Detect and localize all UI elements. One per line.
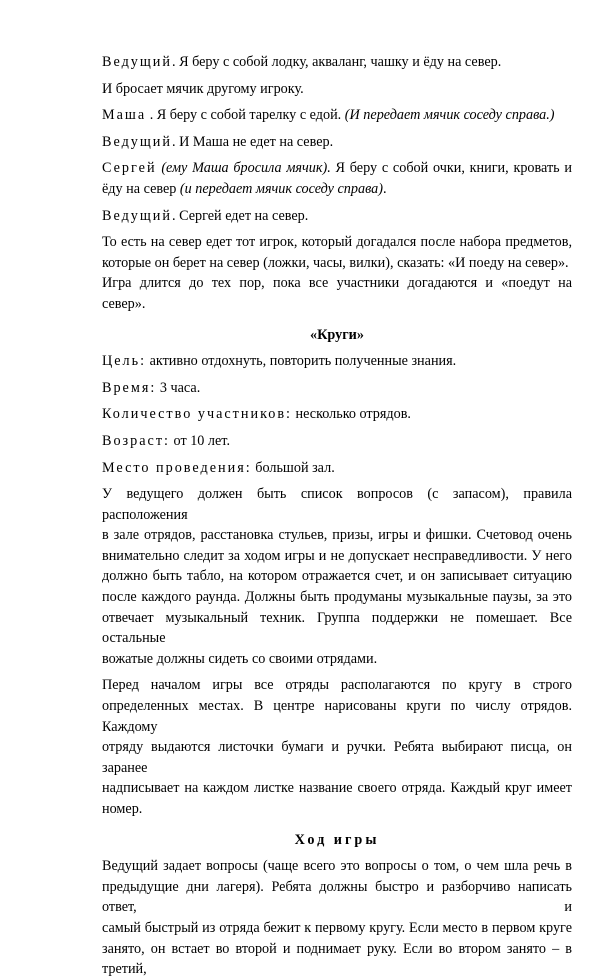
dialogue-text: Я беру с собой очки, книги, кровать и [330,160,573,177]
meta-label: Возраст: [102,432,170,449]
dialogue-line-6 [102,206,572,227]
stage-direction: (ему Маша бросила мячик). [156,160,331,177]
dialogue-line-2 [102,79,572,100]
text-line: самый быстрый из отряда бежит к первому кругу. Если место в первом круге [102,919,572,936]
speaker-name: Маша [102,107,147,124]
text-line: Игра длится до тех пор, пока все участники догадаются и «поедут на [102,275,572,292]
dialogue-text: ёду на север [102,180,177,197]
text-line: надписывает на каждом листке название своего отряда. Каждый круг имеет [102,780,572,797]
paragraph-summary [102,232,572,273]
text-line: отвечает музыкальный техник. Группа поддержки не помешает. Все остальные [102,609,572,647]
text-line: У ведущего должен быть список вопросов (с запасом), правила расположения [102,486,572,523]
text-line: определенных местах. В центре нарисованы круги по числу отрядов. Каждому [102,698,572,735]
dialogue-line-3 [102,105,572,126]
speaker-name: Сергей [102,160,157,177]
text-line: после каждого раунда. Должны быть продуманы музыкальные паузы, за это [102,589,572,606]
text-line: отряду выдаются листочки бумаги и ручки. Ребята выбирают писца, он заранее [102,739,572,776]
paragraph-game-length [102,273,572,314]
speaker-name: Ведущий [102,133,172,150]
text-line: занято, он встает во второй и поднимает руку. Если во втором занято – в третий, [102,940,572,978]
paragraph-rules [102,484,572,669]
text-line: которые он берет на север (ложки, часы, вилки), сказать: «И поеду на север». [102,254,569,271]
speaker-name: Ведущий [102,54,172,70]
dialogue-text: . Сергей едет на север. [172,207,309,224]
text-line: север». [102,295,146,312]
text-line: То есть на север едет тот игрок, который догадался после набора предметов, [102,234,572,251]
text-line: предыдущие дни лагеря). Ребята должны быстро и разборчиво написать ответ, и [102,878,572,916]
stage-direction: (И передает мячик соседу справа.) [341,107,555,124]
dialogue-line-5 [102,158,572,199]
meta-age [102,431,572,452]
text-line: в зале отрядов, расстановка стульев, призы, игры и фишки. Счетовод очень [102,527,572,544]
paragraph-setup [102,675,572,819]
text-line: должно быть табло, на котором отражается счет, и он записывает ситуацию [102,568,572,585]
text-line: вожатые должны сидеть со своими отрядами. [102,650,378,667]
text-line [102,158,572,179]
dialogue-line-4 [102,132,572,153]
document-body [102,52,572,980]
section-title-game-flow: Ход игры [294,831,380,848]
text-line: Перед началом игры все отряды располагаются по кругу в строго [102,677,572,694]
dialogue-text: . Я беру с собой лодку, акваланг, чашку и ёду на север. [172,54,502,70]
meta-participants [102,404,572,425]
text-line [102,179,572,200]
section-title-circles: «Круги» [310,326,364,343]
text-line: номер. [102,801,143,817]
meta-time [102,378,572,399]
speaker-name: Ведущий [102,207,172,224]
meta-label: Цель: [102,353,147,370]
meta-label: Место проведения: [102,459,252,476]
meta-goal [102,351,572,372]
dialogue-text: И бросает мячик другому игроку. [102,80,304,97]
meta-value: большой зал. [251,459,335,476]
dialogue-line-1 [102,52,572,73]
dialogue-text: . И Маша не едет на север. [172,133,334,150]
dialogue-text: . Я беру с собой тарелку с едой. [146,107,342,124]
meta-value: несколько отрядов. [291,406,411,423]
meta-value: от 10 лет. [170,432,230,449]
stage-direction: (и передает мячик соседу справа) [176,180,383,197]
text-line: внимательно следит за ходом игры и не допускает несправедливости. У него [102,547,572,564]
meta-label: Время: [102,379,157,396]
meta-value: 3 часа. [156,379,201,396]
punctuation: . [382,180,387,197]
meta-label: Количество участников: [102,406,292,423]
paragraph-game-flow [102,856,572,980]
text-line: Ведущий задает вопросы (чаще всего это вопросы о том, о чем шла речь в [102,858,572,875]
meta-value: активно отдохнуть, повторить полученные знания. [146,353,457,370]
meta-place [102,458,572,479]
